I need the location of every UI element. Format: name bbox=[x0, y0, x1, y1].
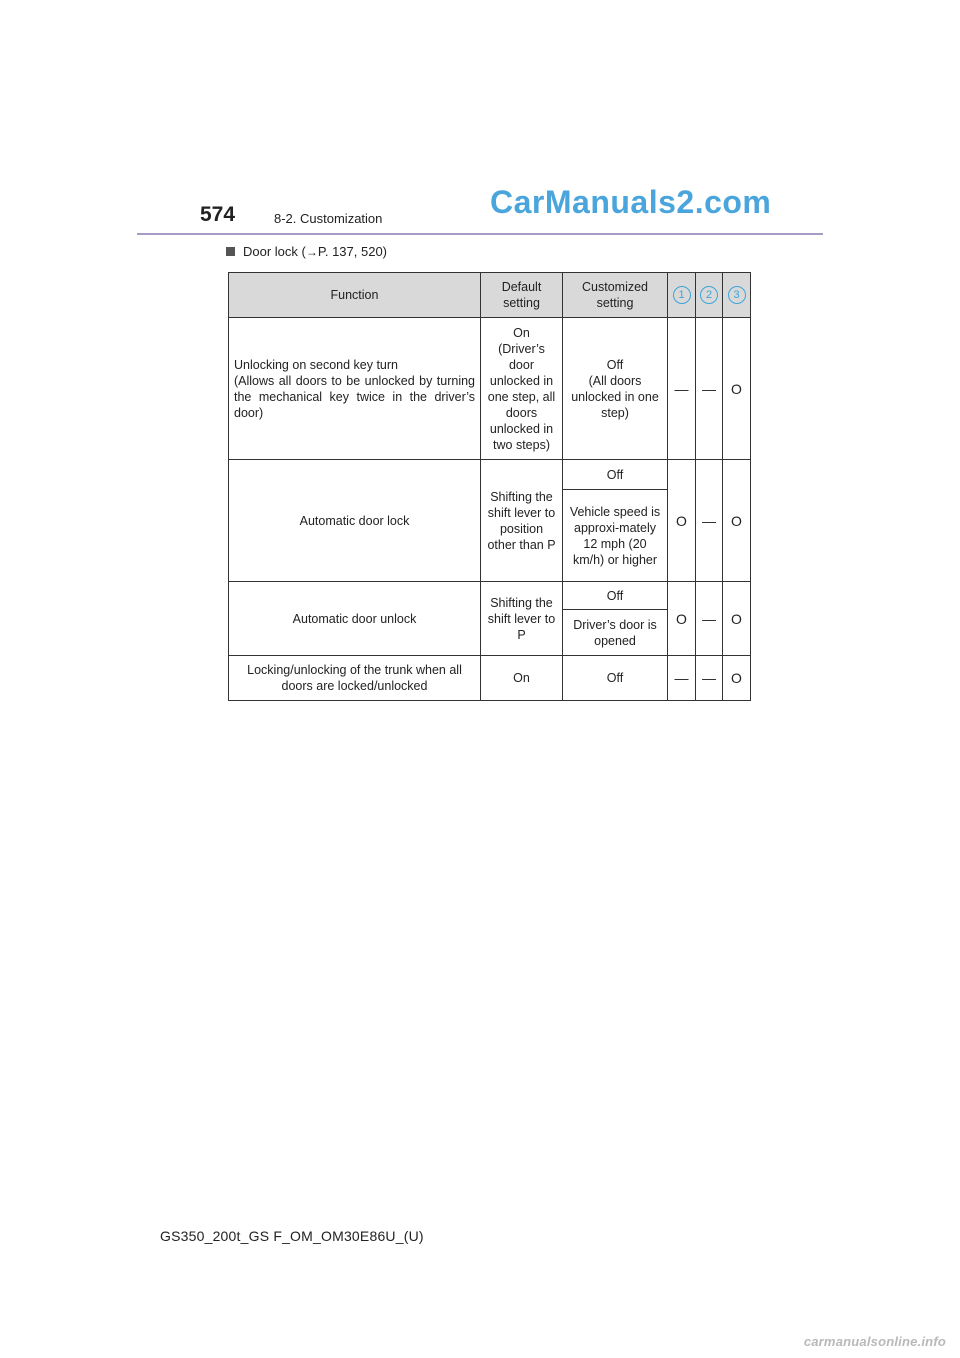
customized-setting-option: Driver’s door is opened bbox=[563, 610, 668, 656]
customization-table bbox=[228, 272, 751, 701]
circled-number-3-icon: 3 bbox=[728, 286, 746, 304]
mark-col-3: O bbox=[723, 318, 751, 460]
mark-col-3: O bbox=[723, 582, 751, 656]
customized-setting-option: Off bbox=[563, 460, 668, 490]
table-header-row bbox=[229, 273, 751, 318]
header-function: Function bbox=[229, 273, 481, 318]
function-name: Unlocking on second key turn (Allows all doors to be unlocked by turning the mechanical key twice in the driver’s door) bbox=[234, 357, 475, 420]
mark-col-1: O bbox=[668, 460, 696, 582]
header-divider bbox=[137, 233, 823, 235]
default-setting-cell: Shifting the shift lever to P bbox=[481, 582, 563, 656]
watermark-footer: carmanualsonline.info bbox=[803, 1334, 946, 1349]
header-method-3 bbox=[723, 273, 751, 318]
mark-col-1: — bbox=[668, 318, 696, 460]
mark-col-1: — bbox=[668, 656, 696, 701]
header-method-2 bbox=[696, 273, 723, 318]
customized-setting-text: Off (All doors unlocked in one step) bbox=[571, 357, 659, 420]
function-cell: Locking/unlocking of the trunk when all doors are locked/unlocked bbox=[229, 656, 481, 701]
header-default-setting: Default setting bbox=[481, 273, 563, 318]
mark-col-3: O bbox=[723, 656, 751, 701]
header-method-1 bbox=[668, 273, 696, 318]
document-code: GS350_200t_GS F_OM_OM30E86U_(U) bbox=[160, 1228, 424, 1244]
mark-col-2: — bbox=[696, 318, 723, 460]
function-cell: Automatic door lock bbox=[229, 460, 481, 582]
circled-number-1-icon: 1 bbox=[673, 286, 691, 304]
mark-col-2: — bbox=[696, 460, 723, 582]
section-title-text: Door lock ( bbox=[243, 244, 306, 259]
mark-col-2: — bbox=[696, 582, 723, 656]
customized-setting-option: Off bbox=[563, 582, 668, 610]
mark-col-1: O bbox=[668, 582, 696, 656]
function-cell bbox=[229, 318, 481, 460]
chapter-title: 8-2. Customization bbox=[274, 211, 383, 226]
default-setting-cell bbox=[481, 318, 563, 460]
table-row bbox=[229, 656, 751, 701]
square-bullet-icon bbox=[226, 247, 235, 256]
mark-col-2: — bbox=[696, 656, 723, 701]
section-title bbox=[226, 244, 387, 259]
customized-setting-cell: Off bbox=[563, 656, 668, 701]
default-setting-cell: Shifting the shift lever to position other than P bbox=[481, 460, 563, 582]
arrow-right-icon: → bbox=[305, 245, 318, 259]
table-row bbox=[229, 318, 751, 460]
default-setting-text: On (Driver’s door unlocked in one step, all doors unlocked in two steps) bbox=[487, 325, 556, 452]
watermark-logo: CarManuals2.com bbox=[490, 184, 772, 220]
mark-col-3: O bbox=[723, 460, 751, 582]
function-cell: Automatic door unlock bbox=[229, 582, 481, 656]
header-customized-setting: Customized setting bbox=[563, 273, 668, 318]
circled-number-2-icon: 2 bbox=[700, 286, 718, 304]
default-setting-cell: On bbox=[481, 656, 563, 701]
table-row bbox=[229, 582, 751, 610]
customized-setting-option: Vehicle speed is approxi-mately 12 mph (20 km/h) or higher bbox=[563, 490, 668, 582]
section-page-reference: P. 137, 520) bbox=[317, 244, 388, 259]
customized-setting-cell bbox=[563, 318, 668, 460]
table-row bbox=[229, 460, 751, 490]
page-number: 574 bbox=[200, 203, 236, 226]
